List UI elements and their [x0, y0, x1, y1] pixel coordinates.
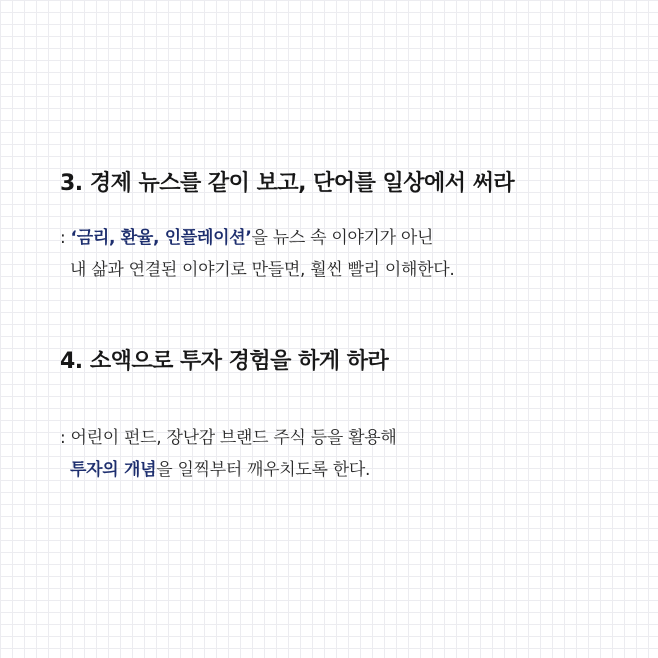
- section-3-heading: 3. 경제 뉴스를 같이 보고, 단어를 일상에서 써라: [60, 171, 515, 196]
- section-3-heading-wrap: [60, 166, 640, 197]
- section-4-line-1: : 어린이 펀드, 장난감 브랜드 주식 등을 활용해: [60, 428, 397, 448]
- section-3-highlight-terms: ‘금리, 환율, 인플레이션’: [70, 228, 252, 248]
- section-3-body: [60, 222, 640, 286]
- section-4-heading-wrap: [60, 344, 640, 375]
- section-4-heading: 4. 소액으로 투자 경험을 하게 하라: [60, 349, 389, 374]
- section-4-body: [60, 422, 640, 486]
- section-3-line-1: [60, 222, 640, 254]
- section-3-line-1-prefix: :: [60, 228, 71, 248]
- section-3-line-1-rest: 을 뉴스 속 이야기가 아닌: [251, 228, 434, 248]
- section-4-line-2: [60, 454, 640, 486]
- section-3-line-2: 내 삶과 연결된 이야기로 만들면, 훨씬 빨리 이해한다.: [70, 260, 455, 280]
- section-4-line-2-rest: 을 일찍부터 깨우치도록 한다.: [156, 460, 371, 480]
- section-4-highlight-term: 투자의 개념: [70, 460, 157, 480]
